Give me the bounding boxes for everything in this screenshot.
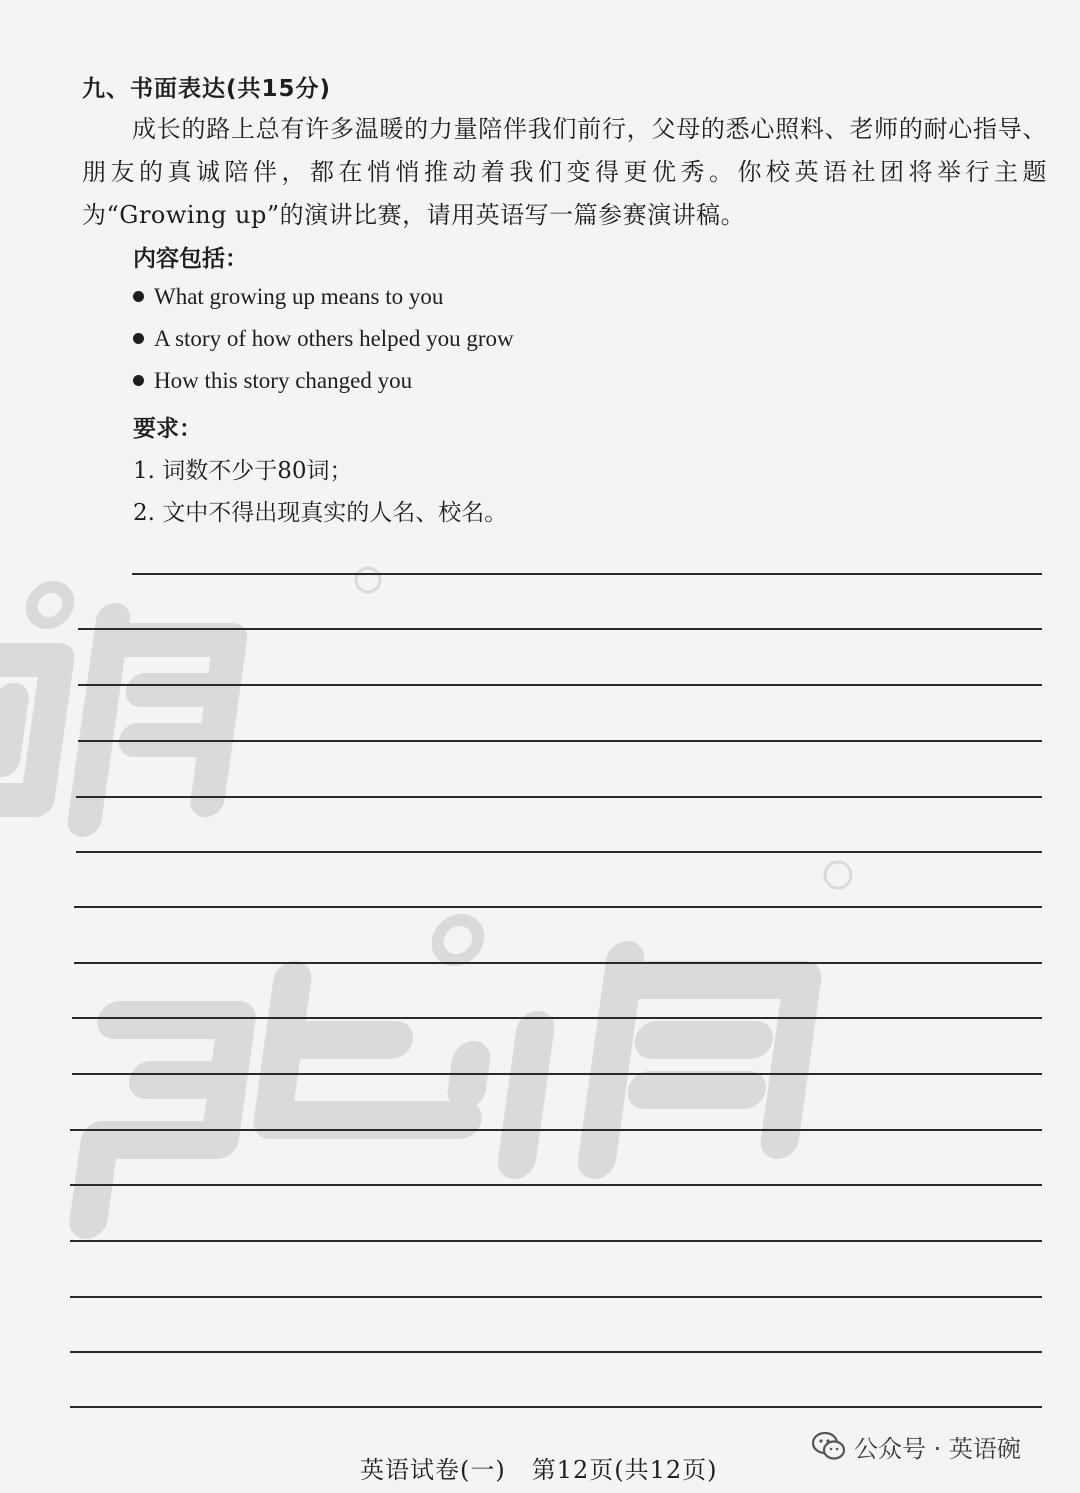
writing-line[interactable] (74, 962, 1042, 964)
bullet-dot-icon (133, 333, 144, 344)
writing-line[interactable] (132, 573, 1042, 575)
writing-line[interactable] (74, 906, 1042, 908)
writing-line[interactable] (78, 628, 1042, 630)
bullet-item: A story of how others helped you grow (133, 326, 514, 352)
writing-line[interactable] (72, 1017, 1042, 1019)
content-heading: 内容包括： (133, 246, 248, 272)
writing-line[interactable] (70, 1406, 1042, 1408)
wechat-account-badge (812, 1430, 1021, 1462)
footer-page-number: 第12页(共12页) (531, 1456, 718, 1484)
writing-line[interactable] (76, 796, 1042, 798)
wechat-label: 公众号 · 英语碗 (854, 1434, 1021, 1463)
wechat-icon (812, 1431, 846, 1461)
writing-line[interactable] (70, 1296, 1042, 1298)
writing-line[interactable] (78, 684, 1042, 686)
section-title: 九、书面表达(共15分) (82, 76, 332, 102)
writing-line[interactable] (70, 1240, 1042, 1242)
bullet-item: How this story changed you (133, 368, 412, 394)
requirement-item: 1. 词数不少于80词； (133, 458, 353, 484)
writing-line[interactable] (76, 851, 1042, 853)
writing-line[interactable] (70, 1129, 1042, 1131)
writing-prompt: 成长的路上总有许多温暖的力量陪伴我们前行，父母的悉心照料、老师的耐心指导、朋友的真诚陪伴，都在悄悄推动着我们变得更优秀。你校英语社团将举行主题为“Growing up”的演讲比赛，请用英语写一篇参赛演讲稿。 (82, 115, 1047, 229)
writing-line[interactable] (70, 1351, 1042, 1353)
footer-paper-title: 英语试卷(一) (360, 1456, 506, 1484)
page-footer (360, 1450, 718, 1485)
writing-line[interactable] (70, 1184, 1042, 1186)
writing-line[interactable] (78, 740, 1042, 742)
bullet-dot-icon (133, 375, 144, 386)
requirement-item: 2. 文中不得出现真实的人名、校名。 (133, 500, 508, 526)
bullet-item: What growing up means to you (133, 284, 443, 310)
requirements-heading: 要求： (133, 416, 202, 442)
bullet-dot-icon (133, 291, 144, 302)
writing-line[interactable] (72, 1073, 1042, 1075)
